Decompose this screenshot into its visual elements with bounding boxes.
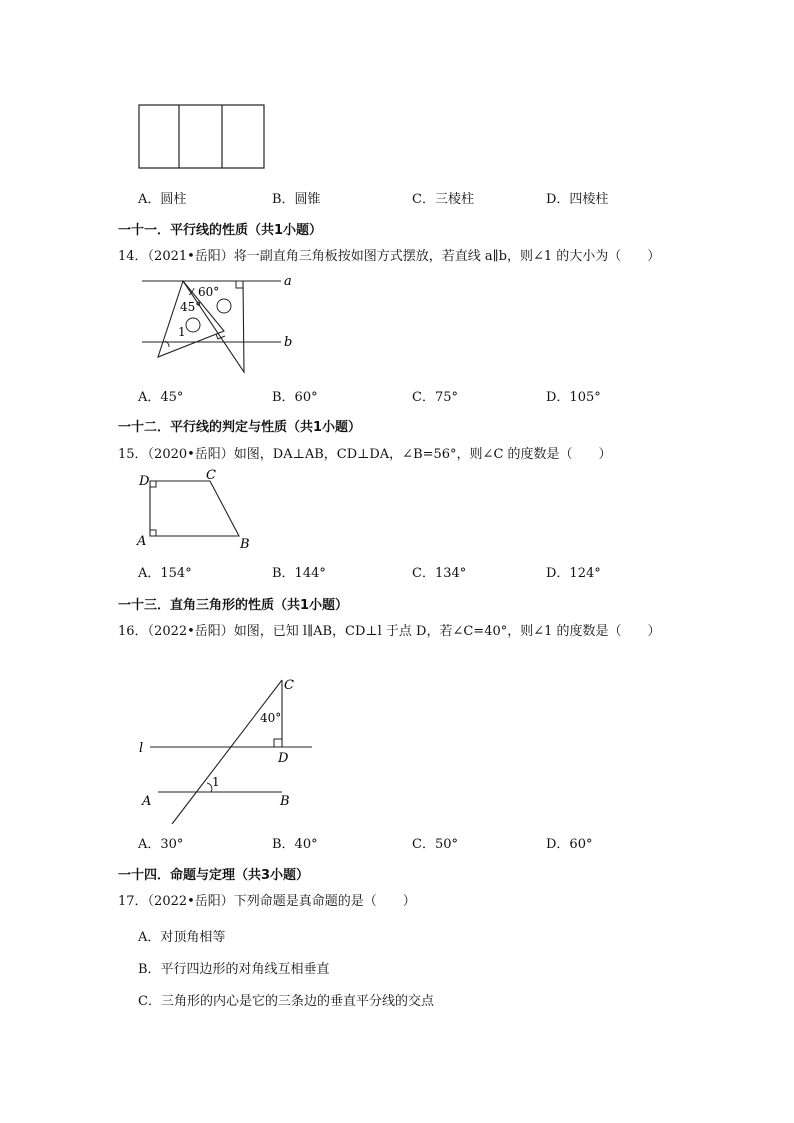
q13-view-figure: [138, 104, 266, 170]
q14-label-b: b: [284, 335, 293, 350]
q14-label-60: 60°: [198, 285, 220, 299]
q17-option-a[interactable]: A．对顶角相等: [138, 930, 226, 945]
section-heading-14: 一十四．命题与定理（共3小题）: [118, 868, 310, 883]
section-heading-13: 一十三．直角三角形的性质（共1小题）: [118, 598, 349, 613]
q14-figure: [136, 268, 306, 376]
q16-label-b: B: [280, 794, 290, 809]
q14-label-45: 45°: [180, 300, 202, 314]
q16-option-d[interactable]: D．60°: [546, 837, 593, 852]
q15-label-d: D: [139, 474, 150, 489]
q15-figure: [132, 468, 262, 552]
section-heading-11: 一十一．平行线的性质（共1小题）: [118, 223, 323, 238]
q16-option-b[interactable]: B．40°: [272, 837, 318, 852]
q16-stem: 16．（2022•岳阳）如图，已知 l∥AB，CD⊥l 于点 D，若∠C=40°，则∠1 的度数是（ ）: [118, 624, 661, 639]
q15-label-b: B: [240, 537, 250, 552]
q17-stem: 17．（2022•岳阳）下列命题是真命题的是（ ）: [118, 894, 416, 909]
q15-stem: 15．（2020•岳阳）如图，DA⊥AB，CD⊥DA，∠B=56°，则∠C 的度数是（ ）: [118, 447, 612, 462]
q14-option-b[interactable]: B．60°: [272, 390, 318, 405]
q16-option-a[interactable]: A．30°: [138, 837, 184, 852]
q16-label-l: l: [139, 741, 144, 756]
q15-option-d[interactable]: D．124°: [546, 566, 601, 581]
q17-option-c[interactable]: C．三角形的内心是它的三条边的垂直平分线的交点: [138, 994, 434, 1009]
q16-label-d: D: [278, 751, 289, 766]
section-heading-12: 一十二．平行线的判定与性质（共1小题）: [118, 420, 362, 435]
q14-option-a[interactable]: A．45°: [138, 390, 184, 405]
q14-option-d[interactable]: D．105°: [546, 390, 601, 405]
q15-option-c[interactable]: C．134°: [412, 566, 467, 581]
q15-label-a: A: [137, 534, 147, 549]
q16-label-a: A: [142, 794, 152, 809]
q16-label-1: 1: [212, 775, 220, 789]
q14-label-a: a: [284, 274, 292, 289]
q13-option-b[interactable]: B．圆锥: [272, 192, 321, 207]
q17-option-b[interactable]: B．平行四边形的对角线互相垂直: [138, 962, 330, 977]
q16-figure: [136, 672, 321, 828]
q16-label-40: 40°: [260, 711, 282, 725]
q13-options: [138, 188, 658, 206]
q13-option-d[interactable]: D．四棱柱: [546, 192, 609, 207]
q13-option-a[interactable]: A．圆柱: [138, 192, 187, 207]
q14-options: [138, 386, 658, 404]
q13-option-c[interactable]: C．三棱柱: [412, 192, 474, 207]
q14-label-1: 1: [178, 325, 186, 339]
q14-stem: 14．（2021•岳阳）将一副直角三角板按如图方式摆放，若直线 a∥b，则∠1 的大小为（ ）: [118, 249, 661, 264]
q16-label-c: C: [284, 678, 294, 693]
q15-option-b[interactable]: B．144°: [272, 566, 326, 581]
q15-options: [138, 562, 658, 580]
q14-option-c[interactable]: C．75°: [412, 390, 458, 405]
q15-label-c: C: [206, 468, 216, 483]
q15-option-a[interactable]: A．154°: [138, 566, 192, 581]
q16-option-c[interactable]: C．50°: [412, 837, 458, 852]
q16-options: [138, 833, 658, 851]
